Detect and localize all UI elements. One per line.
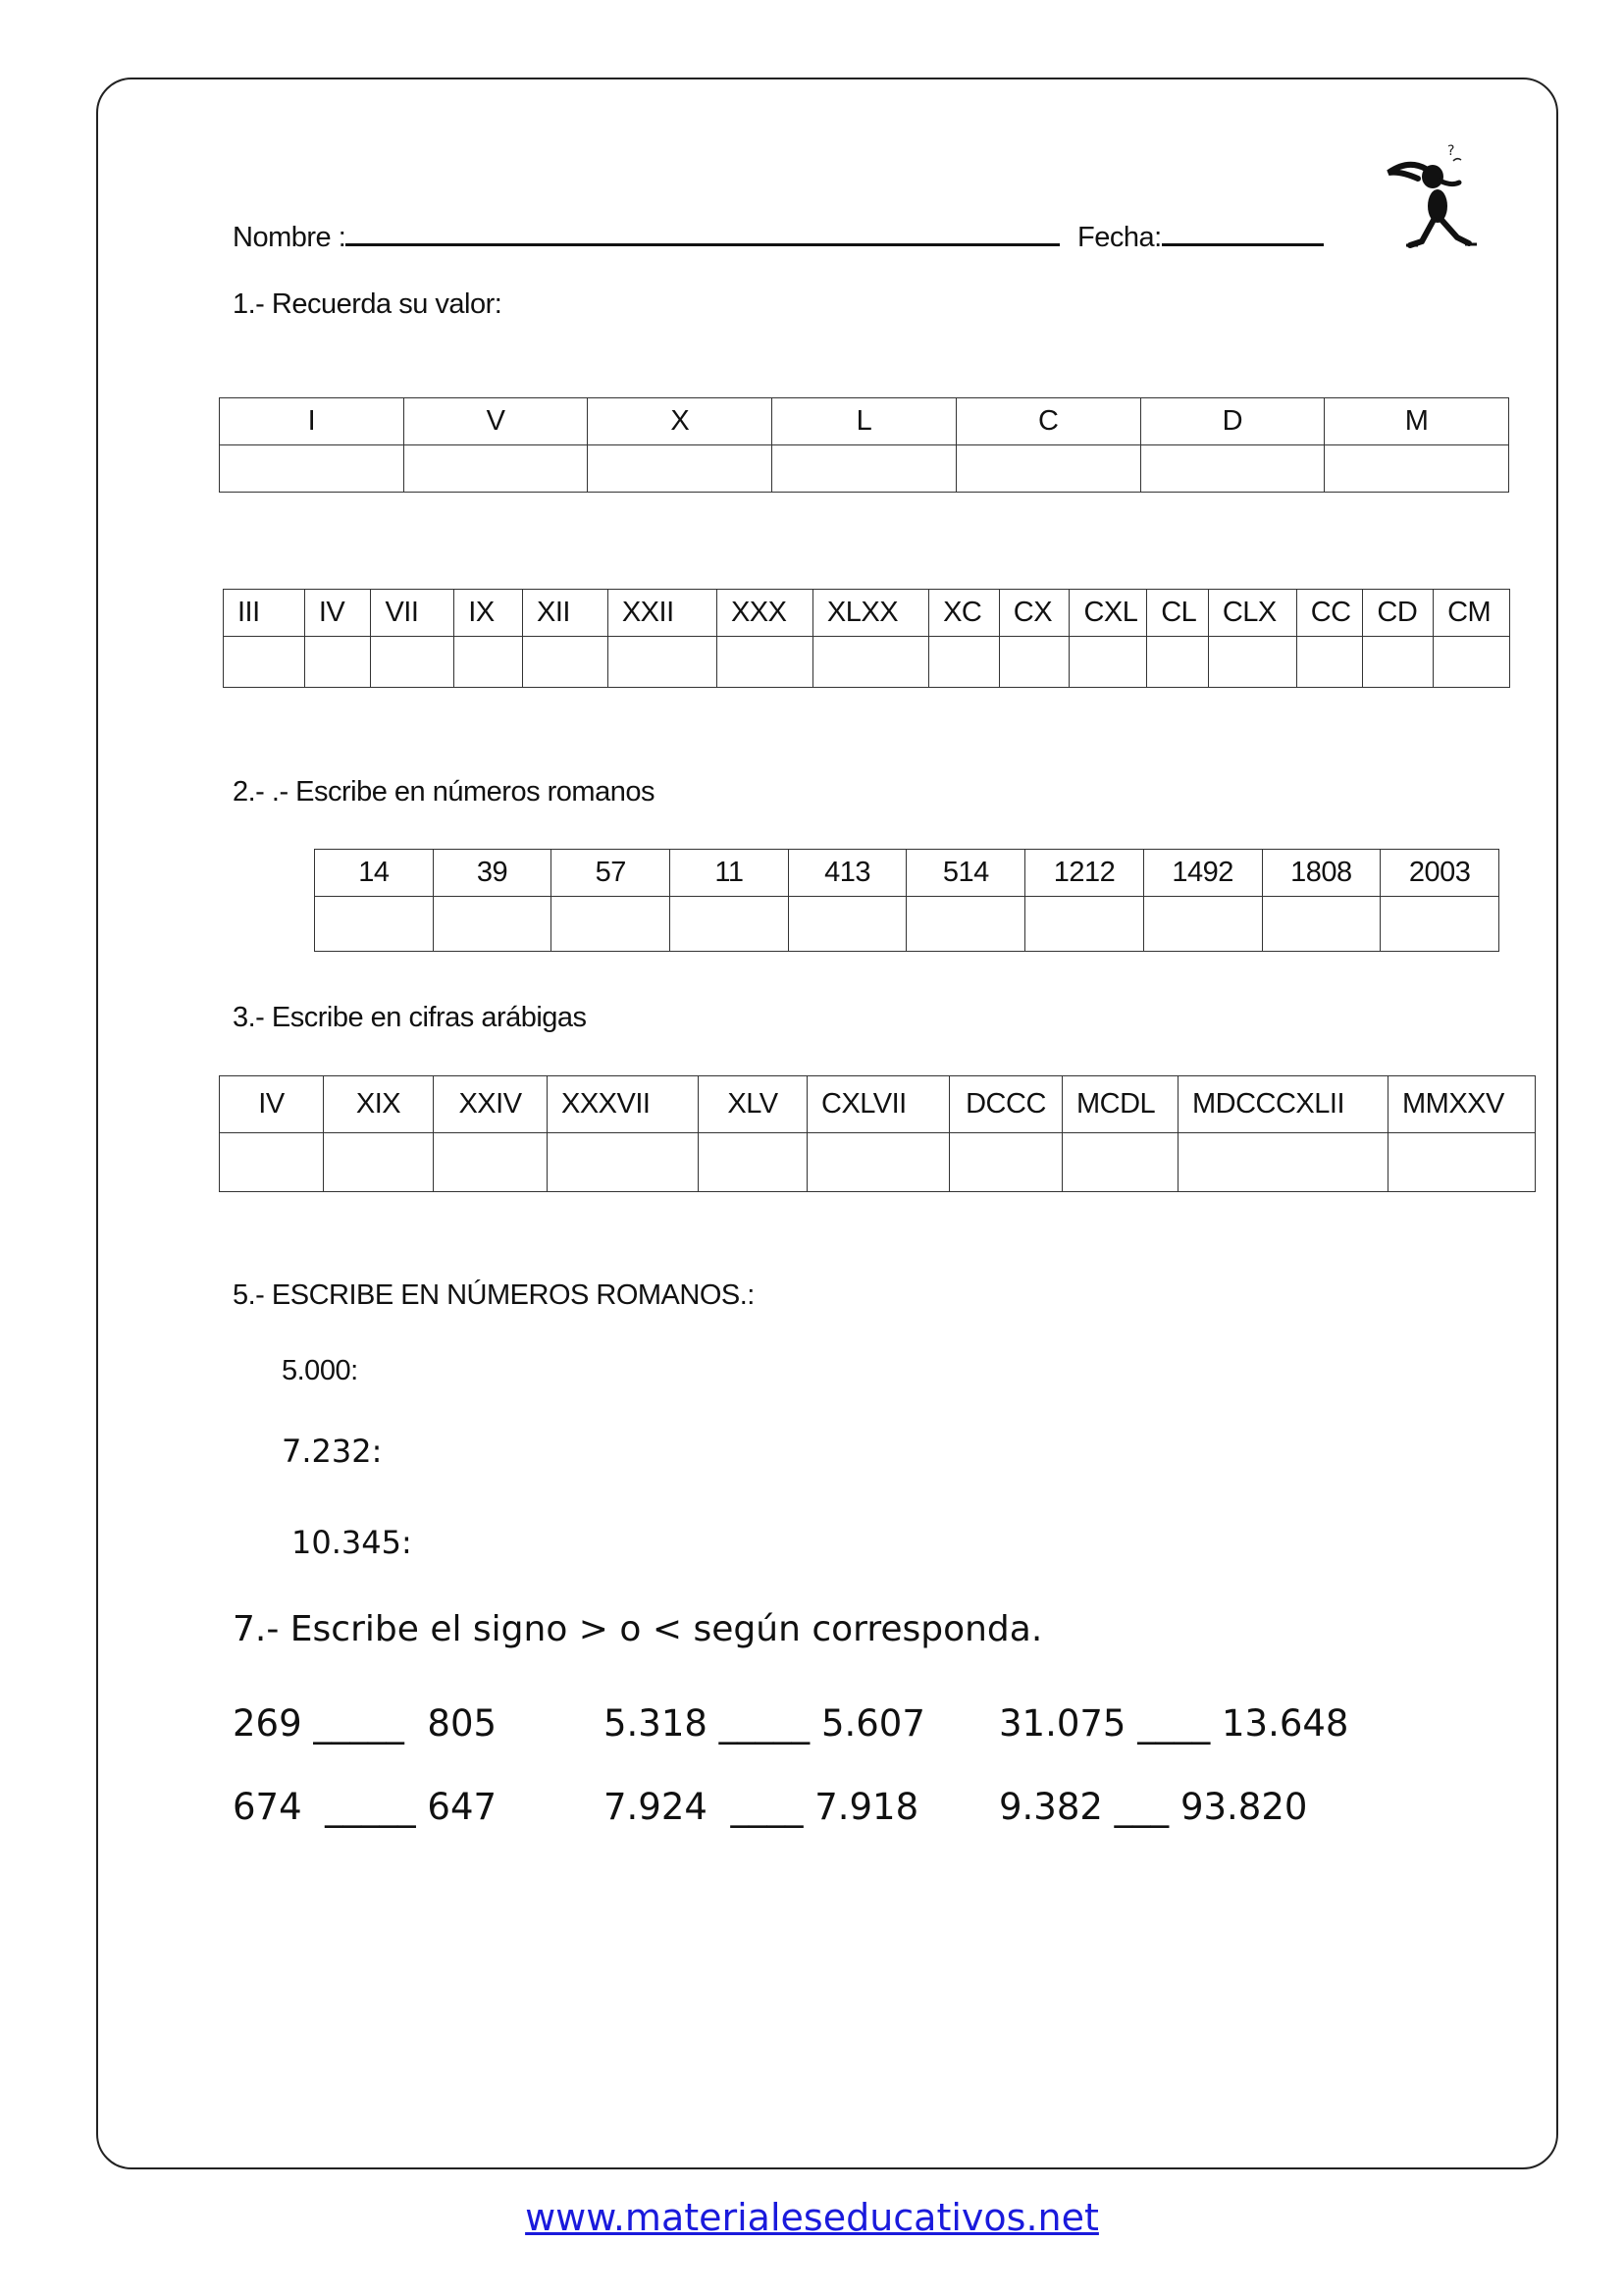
comparison-item[interactable]: 31.075 ____ 13.648 <box>999 1702 1349 1745</box>
values-table <box>219 397 1509 493</box>
comparison-item[interactable]: 5.318 _____ 5.607 <box>603 1702 925 1745</box>
date-label: Fecha: <box>1077 222 1162 253</box>
numeral-cell: CXLVII <box>808 1076 950 1133</box>
answer-cell[interactable] <box>1179 1133 1388 1192</box>
answer-cell[interactable] <box>956 445 1140 493</box>
answer-cell[interactable] <box>220 1133 324 1192</box>
answer-cell[interactable] <box>950 1133 1063 1192</box>
number-cell: 413 <box>788 850 907 897</box>
answer-cell[interactable] <box>1070 637 1147 688</box>
number-cell: 1808 <box>1262 850 1381 897</box>
numeral-cell: X <box>588 398 772 445</box>
answer-cell[interactable] <box>929 637 1000 688</box>
comparison-item[interactable]: 7.924 ____ 7.918 <box>603 1786 919 1828</box>
answer-cell[interactable] <box>812 637 928 688</box>
numeral-cell: I <box>220 398 404 445</box>
numeral-cell: XXII <box>607 590 716 637</box>
thinking-person-icon <box>1379 139 1492 255</box>
numeral-cell: L <box>772 398 957 445</box>
answer-cell[interactable] <box>670 897 789 952</box>
numeral-cell: XC <box>929 590 1000 637</box>
numeral-cell: M <box>1325 398 1509 445</box>
numeral-cell: D <box>1140 398 1325 445</box>
section3-title: 3.- Escribe en cifras arábigas <box>233 1002 587 1033</box>
answer-cell[interactable] <box>1025 897 1144 952</box>
number-cell: 514 <box>907 850 1025 897</box>
answer-cell[interactable] <box>433 897 551 952</box>
numeral-cell: MMXXV <box>1388 1076 1536 1133</box>
answer-cell[interactable] <box>808 1133 950 1192</box>
answer-cell[interactable] <box>522 637 607 688</box>
answer-cell[interactable] <box>454 637 523 688</box>
answer-cell[interactable] <box>588 445 772 493</box>
name-line[interactable] <box>233 218 1060 254</box>
section7-title: 7.- Escribe el signo > o < según corresponda. <box>233 1609 1043 1649</box>
section5-title: 5.- ESCRIBE EN NÚMEROS ROMANOS.: <box>233 1279 755 1311</box>
number-cell: 1212 <box>1025 850 1144 897</box>
numeral-cell: CL <box>1147 590 1209 637</box>
answer-cell[interactable] <box>907 897 1025 952</box>
answer-cell[interactable] <box>403 445 588 493</box>
answer-cell[interactable] <box>1063 1133 1179 1192</box>
number-cell: 2003 <box>1381 850 1499 897</box>
numeral-cell: CX <box>999 590 1070 637</box>
svg-text:?: ? <box>1447 143 1455 159</box>
numeral-cell: III <box>224 590 305 637</box>
answer-cell[interactable] <box>999 637 1070 688</box>
numeral-cell: MCDL <box>1063 1076 1179 1133</box>
numeral-cell: DCCC <box>950 1076 1063 1133</box>
numeral-cell: XXIV <box>434 1076 548 1133</box>
number-cell: 39 <box>433 850 551 897</box>
numeral-cell: XIX <box>324 1076 434 1133</box>
answer-cell[interactable] <box>1381 897 1499 952</box>
numeral-cell: XXXVII <box>548 1076 699 1133</box>
date-line[interactable] <box>1077 218 1324 254</box>
number-cell: 11 <box>670 850 789 897</box>
section2-title: 2.- .- Escribe en números romanos <box>233 776 655 808</box>
numeral-cell: IX <box>454 590 523 637</box>
answer-cell[interactable] <box>1262 897 1381 952</box>
numeral-cell: V <box>403 398 588 445</box>
numeral-cell: IV <box>220 1076 324 1133</box>
numeral-cell: CD <box>1363 590 1434 637</box>
numeral-cell: CC <box>1296 590 1363 637</box>
answer-cell[interactable] <box>772 445 957 493</box>
answer-cell[interactable] <box>548 1133 699 1192</box>
numeral-cell: XXX <box>716 590 812 637</box>
name-label: Nombre : <box>233 222 346 253</box>
answer-cell[interactable] <box>371 637 454 688</box>
numeral-cell: CLX <box>1208 590 1296 637</box>
numeral-cell: XLV <box>699 1076 808 1133</box>
numeral-cell: XII <box>522 590 607 637</box>
numeral-cell: CXL <box>1070 590 1147 637</box>
numeral-cell: IV <box>304 590 371 637</box>
answer-cell[interactable] <box>1208 637 1296 688</box>
answer-cell[interactable] <box>1388 1133 1536 1192</box>
answer-cell[interactable] <box>1296 637 1363 688</box>
section5-item: 5.000: <box>282 1355 358 1386</box>
number-cell: 57 <box>551 850 670 897</box>
name-blank[interactable] <box>345 218 1060 246</box>
numeral-cell: XLXX <box>812 590 928 637</box>
footer-link[interactable]: www.materialeseducativos.net <box>525 2196 1099 2239</box>
answer-cell[interactable] <box>220 445 404 493</box>
answer-cell[interactable] <box>1143 897 1262 952</box>
answer-cell[interactable] <box>699 1133 808 1192</box>
answer-cell[interactable] <box>224 637 305 688</box>
numeral-cell: CM <box>1434 590 1510 637</box>
date-blank[interactable] <box>1162 218 1324 246</box>
answer-cell[interactable] <box>434 1133 548 1192</box>
answer-cell[interactable] <box>304 637 371 688</box>
answer-cell[interactable] <box>788 897 907 952</box>
number-cell: 1492 <box>1143 850 1262 897</box>
comparison-item[interactable]: 269 _____ 805 <box>233 1702 498 1745</box>
comparison-item[interactable]: 674 _____ 647 <box>233 1786 498 1828</box>
answer-cell[interactable] <box>1434 637 1510 688</box>
answer-cell[interactable] <box>1325 445 1509 493</box>
roman-numerals-table <box>219 1075 1536 1192</box>
section5-item: 10.345: <box>291 1524 412 1561</box>
numeral-cell: C <box>956 398 1140 445</box>
number-cell: 14 <box>315 850 434 897</box>
comparison-item[interactable]: 9.382 ___ 93.820 <box>999 1786 1308 1828</box>
answer-cell[interactable] <box>324 1133 434 1192</box>
answer-cell[interactable] <box>1363 637 1434 688</box>
answer-cell[interactable] <box>551 897 670 952</box>
section5-item: 7.232: <box>282 1433 383 1470</box>
answer-cell[interactable] <box>607 637 716 688</box>
answer-cell[interactable] <box>1140 445 1325 493</box>
numerals-table <box>223 589 1510 688</box>
answer-cell[interactable] <box>1147 637 1209 688</box>
section1-title: 1.- Recuerda su valor: <box>233 288 502 320</box>
answer-cell[interactable] <box>716 637 812 688</box>
numeral-cell: VII <box>371 590 454 637</box>
arabic-numbers-table <box>314 849 1499 952</box>
numeral-cell: MDCCCXLII <box>1179 1076 1388 1133</box>
answer-cell[interactable] <box>315 897 434 952</box>
